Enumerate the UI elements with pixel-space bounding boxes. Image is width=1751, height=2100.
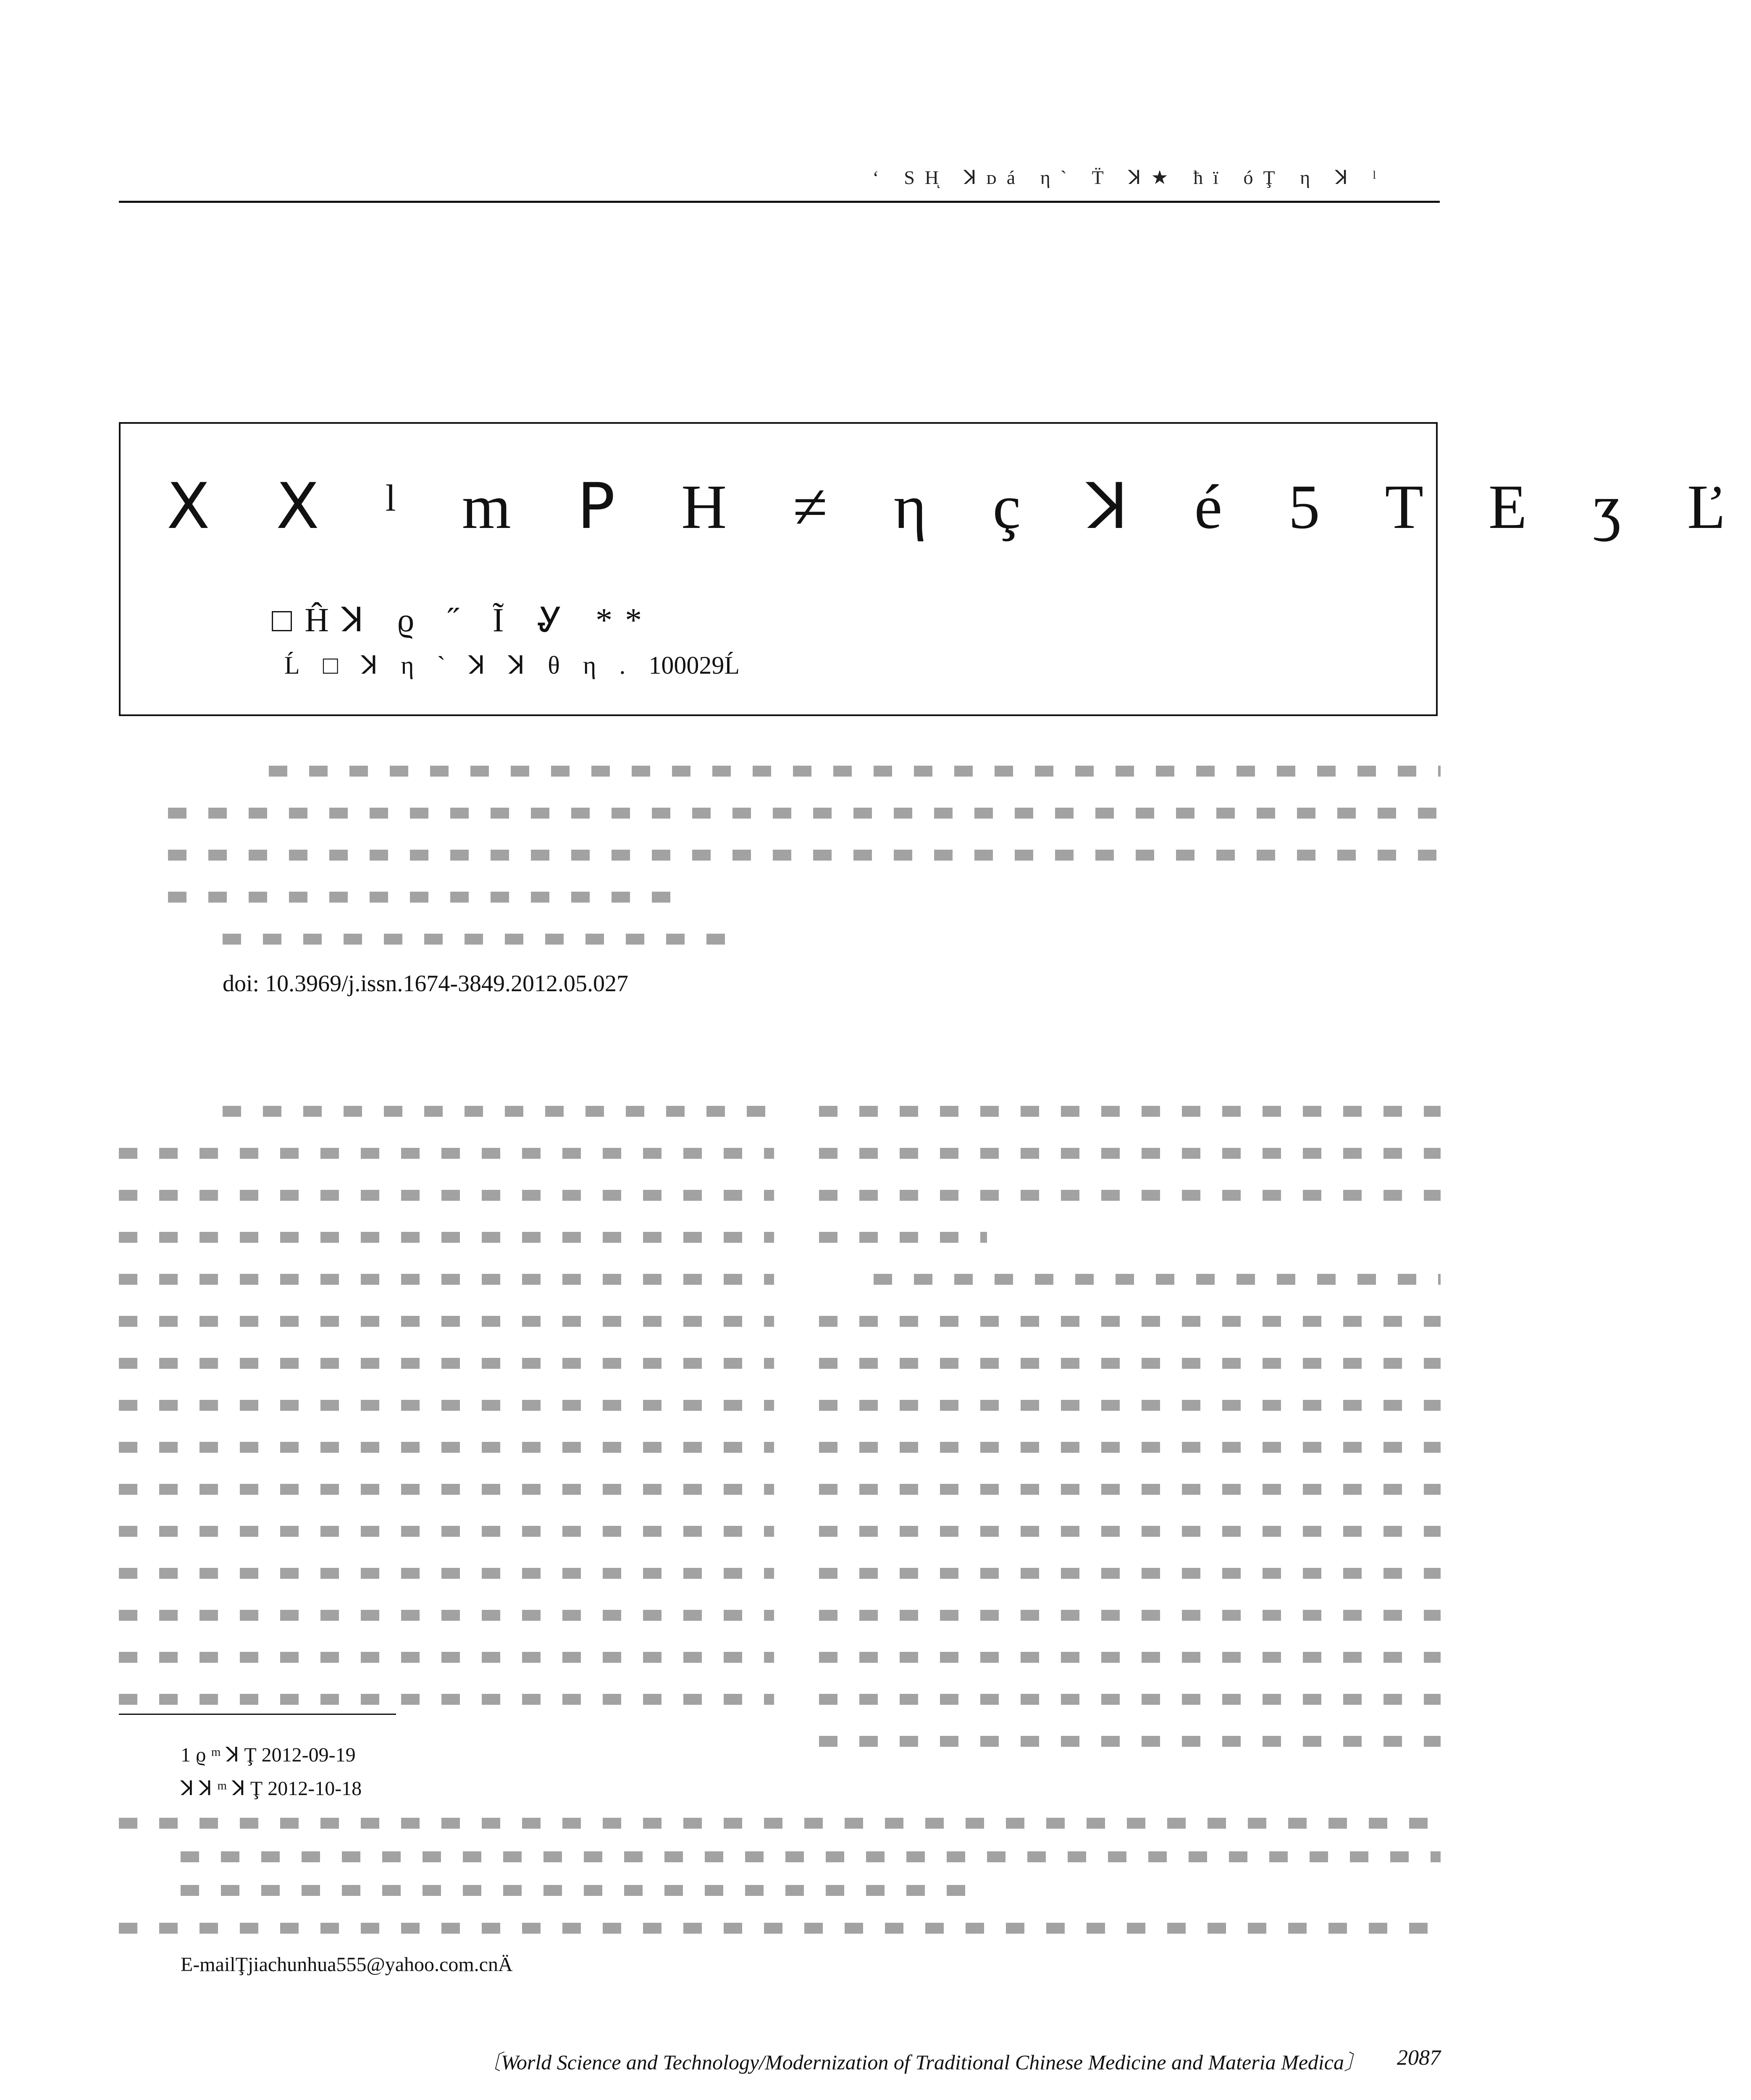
body-line (819, 1350, 1441, 1376)
affiliation-text: Ĺ □ ꓘ η ` ꓘ ꓘ θ η . (284, 651, 634, 679)
body-line (119, 1602, 774, 1628)
running-header: ʻ ЅHͅ ꓘᴅá η` T̈ ꓘ★ ħï óŢ η ꓘ ˡ (872, 167, 1386, 188)
body-line (819, 1686, 1441, 1712)
footnote-line (181, 1844, 1441, 1869)
body-line (819, 1224, 987, 1250)
body-line (119, 1644, 774, 1670)
author-line: □Ĥꓘ ϱ ˝ Ĩ Ꮍ ** (272, 602, 655, 639)
abstract-line (269, 758, 1441, 783)
revised-date: ꓘ ꓘ ᵐ ꓘ Ţ 2012-10-18 (181, 1777, 362, 1800)
body-line (819, 1560, 1441, 1586)
journal-name: 〔World Science and Technology/Modernization of Traditional Chinese Medicine and Materia Medica〕 (480, 2050, 1365, 2074)
abstract-line (168, 884, 672, 909)
footnote-rule (119, 1714, 396, 1715)
body-line (819, 1140, 1441, 1166)
doi-line: doi: 10.3969/j.issn.1674-3849.2012.05.027 (223, 971, 629, 997)
author-email: E-mailŢjiachunhua555@yahoo.com.cnÄ (181, 1953, 513, 1976)
body-line (819, 1476, 1441, 1502)
footnote-line (119, 1810, 1442, 1835)
header-rule (119, 201, 1440, 203)
footnote-line (119, 1915, 1442, 1940)
abstract-line (168, 800, 1441, 825)
body-line (874, 1266, 1441, 1292)
page-number: 2087 (1397, 2046, 1441, 2070)
body-line (119, 1182, 774, 1208)
abstract-line (168, 842, 1441, 867)
body-line (819, 1182, 1441, 1208)
body-line (119, 1224, 774, 1250)
footnote-line (181, 1877, 979, 1903)
article-title: ꓫ ꓫ ˡ m ꓑ H ≠ η ç ꓘ é 5 T E ʒ Ľ (167, 472, 1751, 542)
body-line (119, 1686, 774, 1712)
body-line (223, 1098, 773, 1124)
received-date: 1 ϱ ᵐ ꓘ Ţ 2012-09-19 (181, 1744, 356, 1766)
body-line (119, 1266, 774, 1292)
affiliation-line (284, 651, 1250, 684)
body-line (119, 1560, 774, 1586)
keywords-line (223, 926, 727, 951)
body-line (819, 1644, 1441, 1670)
body-line (119, 1434, 774, 1460)
body-line (819, 1602, 1441, 1628)
body-line (819, 1728, 1441, 1754)
postal-code: 100029Ĺ (648, 651, 740, 679)
body-line (819, 1518, 1441, 1544)
body-line (119, 1518, 774, 1544)
title-box (119, 422, 1751, 716)
body-line (119, 1140, 774, 1166)
body-line (819, 1308, 1441, 1334)
body-line (819, 1434, 1441, 1460)
body-line (119, 1308, 774, 1334)
body-line (119, 1476, 774, 1502)
body-line (819, 1098, 1441, 1124)
body-line (119, 1392, 774, 1418)
body-line (119, 1350, 774, 1376)
body-line (819, 1392, 1441, 1418)
